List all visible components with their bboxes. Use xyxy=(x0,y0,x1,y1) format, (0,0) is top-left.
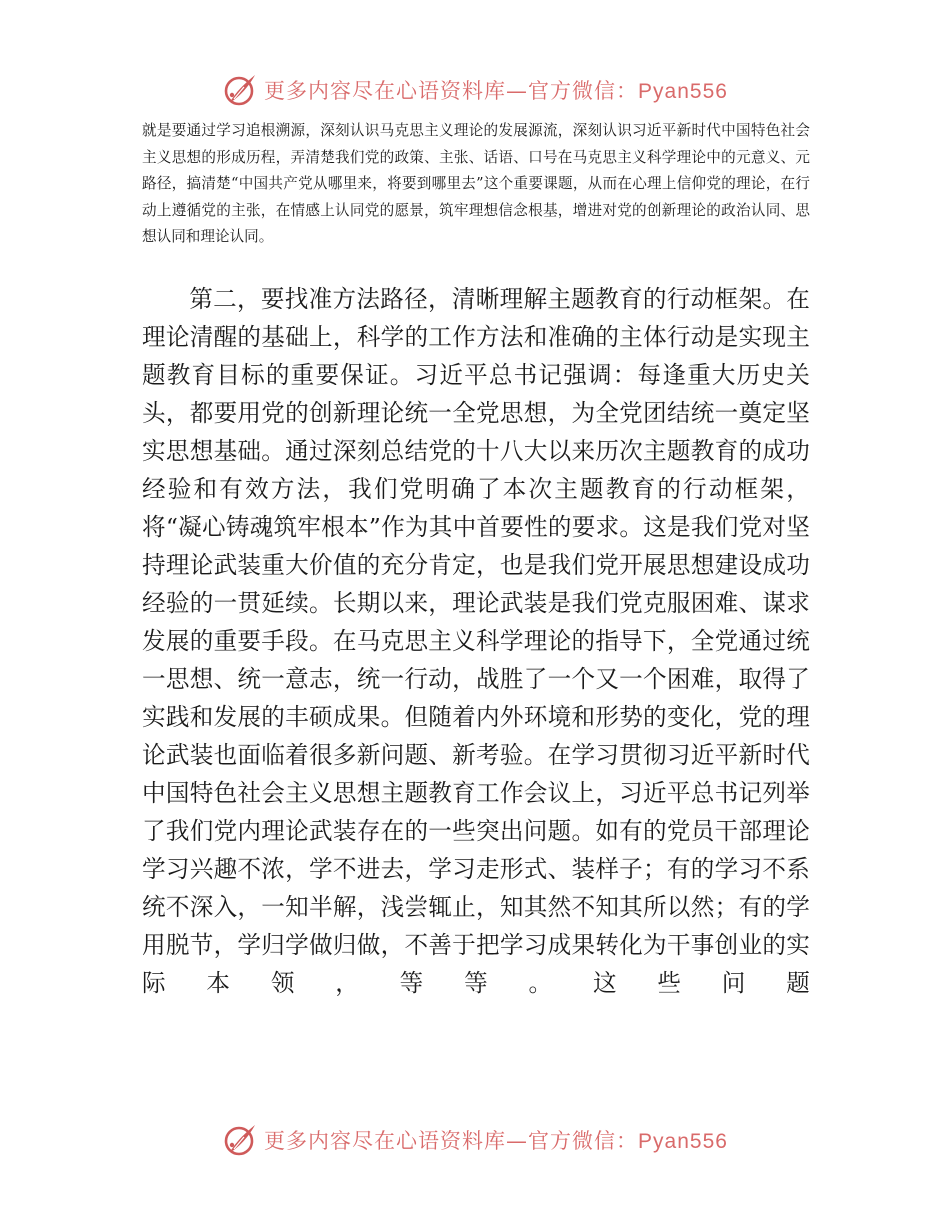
body-paragraph-1: 就是要通过学习追根溯源，深刻认识马克思主义理论的发展源流，深刻认识习近平新时代中国特色社会主义思想的形成历程，弄清楚我们党的政策、主张、话语、口号在马克思主义科学理论中的元意义、元路径，搞清楚“中国共产党从哪里来，将要到哪里去”这个重要课题，从而在心理上信仰党的理论，在行动上遵循党的主张，在情感上认同党的愿景，筑牢理想信念根基，增进对党的创新理论的政治认同、思想认同和理论认同。 xyxy=(142,122,810,245)
footer-banner xyxy=(0,1120,950,1160)
footer-banner-title: 更多内容尽在心语资料库—官方微信： xyxy=(264,1129,639,1153)
header-banner-text xyxy=(264,75,728,105)
quill-pen-logo-icon xyxy=(222,72,258,108)
body-paragraph-2: 第二，要找准方法路径，清晰理解主题教育的行动框架。在理论清醒的基础上，科学的工作方法和准确的主体行动是实现主题教育目标的重要保证。习近平总书记强调：每逢重大历史关头，都要用党的创新理论统一全党思想，为全党团结统一奠定坚实思想基础。通过深刻总结党的十八大以来历次主题教育的成功经验和有效方法，我们党明确了本次主题教育的行动框架，将“凝心铸魂筑牢根本”作为其中首要性的要求。这是我们党对坚持理论武装重大价值的充分肯定，也是我们党开展思想建设成功经验的一贯延续。长期以来，理论武装是我们党克服困难、谋求发展的重要手段。在马克思主义科学理论的指导下，全党通过统一思想、统一意志，统一行动，战胜了一个又一个困难，取得了实践和发展的丰硕成果。但随着内外环境和形势的变化，党的理论武装也面临着很多新问题、新考验。在学习贯彻习近平新时代中国特色社会主义思想主题教育工作会议上，习近平总书记列举了我们党内理论武装存在的一些突出问题。如有的党员干部理论学习兴趣不浓，学不进去，学习走形式、装样子；有的学习不系统不深入，一知半解，浅尝辄止，知其然不知其所以然；有的学用脱节，学归学做归做，不善于把学习成果转化为干事创业的实际本领，等等。这些问题 xyxy=(142,285,810,997)
quill-pen-logo-icon xyxy=(222,1122,258,1158)
footer-wechat-id: Pyan556 xyxy=(638,1130,728,1153)
header-banner-title: 更多内容尽在心语资料库—官方微信： xyxy=(264,79,639,103)
footer-banner-text xyxy=(264,1125,728,1155)
header-banner xyxy=(0,70,950,110)
header-wechat-id: Pyan556 xyxy=(638,80,728,103)
